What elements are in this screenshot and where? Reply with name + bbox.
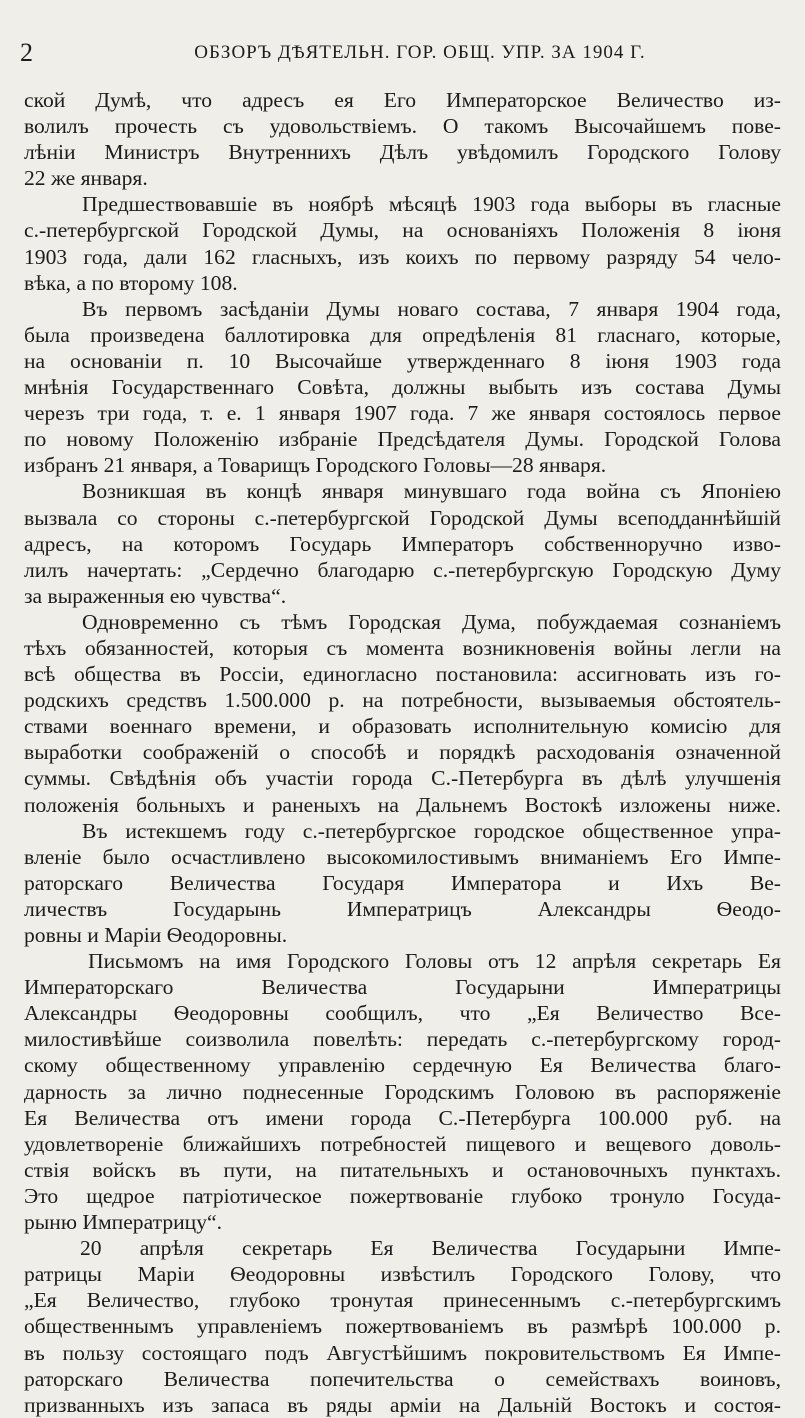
- text-line: была произведена баллотировка для опредѣленія 81 гласнаго, которые,: [24, 322, 781, 347]
- text-line: адресъ, на которомъ Государь Императоръ собственноручно изво-: [24, 531, 781, 556]
- text-line: ратрицы Маріи Ѳеодоровны извѣстилъ Городского Голову, что: [24, 1262, 781, 1287]
- text-line: скому общественному управленію сердечную Ея Величества благо-: [24, 1053, 781, 1078]
- text-line: вызвала со стороны с.-петербургской Городской Думы всеподданнѣйшій: [24, 505, 781, 530]
- text-line: 1903 года, дали 162 гласныхъ, изъ коихъ по первому разряду 54 чело-: [24, 244, 781, 269]
- body-text: [24, 87, 781, 1418]
- page-header: [20, 36, 790, 70]
- text-line: ровны и Маріи Ѳеодоровны.: [24, 923, 288, 947]
- text-line: черезъ три года, т. е. 1 января 1907 года. 7 же января состоялось первое: [24, 401, 781, 426]
- text-line: волилъ прочесть съ удовольствіемъ. О такомъ Высочайшемъ пове-: [24, 114, 781, 139]
- text-line: 20 апрѣля секретарь Ея Величества Государыни Импе-: [80, 1236, 781, 1261]
- text-line: раторскаго Величества попечительства о семействахъ воиновъ,: [24, 1366, 781, 1391]
- text-line: Въ истекшемъ году с.-петербургское городское общественное упра-: [82, 818, 781, 843]
- text-line: призванныхъ изъ запаса въ ряды арміи на Дальній Востокъ и состоя-: [24, 1392, 781, 1417]
- text-line: избранъ 21 января, а Товарищъ Городского Головы—28 января.: [24, 453, 607, 478]
- text-line: въ пользу состоящаго подъ Августѣйшимъ покровительствомъ Ея Импе-: [24, 1340, 781, 1365]
- text-line: суммы. Свѣдѣнія объ участіи города С.-Петербурга въ дѣлѣ улучшенія: [24, 766, 781, 791]
- text-line: мнѣнія Государственнаго Совѣта, должны выбыть изъ состава Думы: [24, 375, 781, 400]
- text-line: „Ея Величество, глубоко тронутая принесеннымъ с.-петербургскимъ: [24, 1288, 781, 1313]
- text-line: положенія больныхъ и раненыхъ на Дальнемъ Востокѣ изложены ниже.: [24, 792, 781, 817]
- text-line: личествъ Государынь Императрицъ Александры Ѳеодо-: [24, 896, 781, 921]
- text-line: вѣка, а по второму 108.: [24, 270, 238, 295]
- text-line: Александры Ѳеодоровны сообщилъ, что „Ея Величество Все-: [24, 1001, 781, 1026]
- text-line: Возникшая въ концѣ января минувшаго года война съ Японіею: [82, 479, 781, 504]
- text-line: лѣніи Министръ Внутреннихъ Дѣлъ увѣдомилъ Городского Голову: [24, 140, 781, 165]
- text-line: с.-петербургской Городской Думы, на основаніяхъ Положенія 8 іюня: [24, 218, 781, 243]
- text-line: Предшествовавшіе въ ноябрѣ мѣсяцѣ 1903 года выборы въ гласные: [82, 192, 781, 217]
- text-line: рыню Императрицу“.: [24, 1210, 223, 1235]
- text-line: Ея Величества отъ имени города С.-Петербурга 100.000 руб. на: [24, 1105, 781, 1130]
- text-line: Одновременно съ тѣмъ Городская Дума, побуждаемая сознаніемъ: [82, 609, 781, 634]
- text-line: выработки соображеній о способѣ и порядкѣ расходованія означенной: [24, 740, 781, 765]
- text-line: лилъ начертать: „Сердечно благодарю с.-петербургскую Городскую Думу: [24, 557, 781, 582]
- text-line: Въ первомъ засѣданіи Думы новаго состава, 7 января 1904 года,: [82, 296, 781, 321]
- text-line: по новому Положенію избраніе Предсѣдателя Думы. Городской Голова: [24, 427, 781, 452]
- page-number: 2: [20, 38, 33, 67]
- text-line: вленіе было осчастливлено высокомилостивымъ вниманіемъ Его Импе-: [24, 844, 781, 869]
- text-line: общественнымъ управленіемъ пожертвованіемъ въ размѣрѣ 100.000 р.: [24, 1314, 781, 1339]
- text-line: родскихъ средствъ 1.500.000 р. на потребности, вызываемыя обстоятель-: [24, 688, 781, 713]
- running-head: ОБЗОРЪ ДѢЯТЕЛЬН. ГОР. ОБЩ. УПР. ЗА 1904 Г.: [194, 42, 646, 63]
- text-line: ской Думѣ, что адресъ ея Его Императорское Величество из-: [24, 88, 781, 112]
- text-line: тѣхъ обязанностей, которыя съ момента возникновенія войны легли на: [24, 635, 781, 660]
- text-line: ствія войскъ въ пути, на питательныхъ и остановочныхъ пунктахъ.: [24, 1157, 781, 1182]
- text-line: ствами военнаго времени, и образовать исполнительную комисію для: [24, 714, 781, 739]
- text-line: Это щедрое патріотическое пожертвованіе глубоко тронуло Госуда-: [24, 1183, 781, 1208]
- text-line: Письмомъ на имя Городского Головы отъ 12 апрѣля секретарь Ея: [88, 949, 781, 974]
- text-line: милостивѣйше соизволила повелѣть: передать с.-петербургскому город-: [24, 1027, 781, 1052]
- text-line: на основаніи п. 10 Высочайше утвержденнаго 8 іюня 1903 года: [24, 348, 781, 373]
- text-line: Императорскаго Величества Государыни Императрицы: [24, 975, 781, 1000]
- text-line: за выраженныя ею чувства“.: [24, 583, 287, 608]
- text-line: дарность за лично поднесенные Городскимъ Головою въ распоряженіе: [24, 1079, 781, 1104]
- text-line: удовлетвореніе ближайшихъ потребностей пищевого и вещевого доволь-: [24, 1131, 781, 1156]
- text-line: раторскаго Величества Государя Императора и Ихъ Ве-: [24, 870, 781, 895]
- text-line: 22 же января.: [24, 166, 148, 191]
- text-line: всѣ общества въ Россіи, единогласно постановила: ассигновать изъ го-: [24, 662, 781, 687]
